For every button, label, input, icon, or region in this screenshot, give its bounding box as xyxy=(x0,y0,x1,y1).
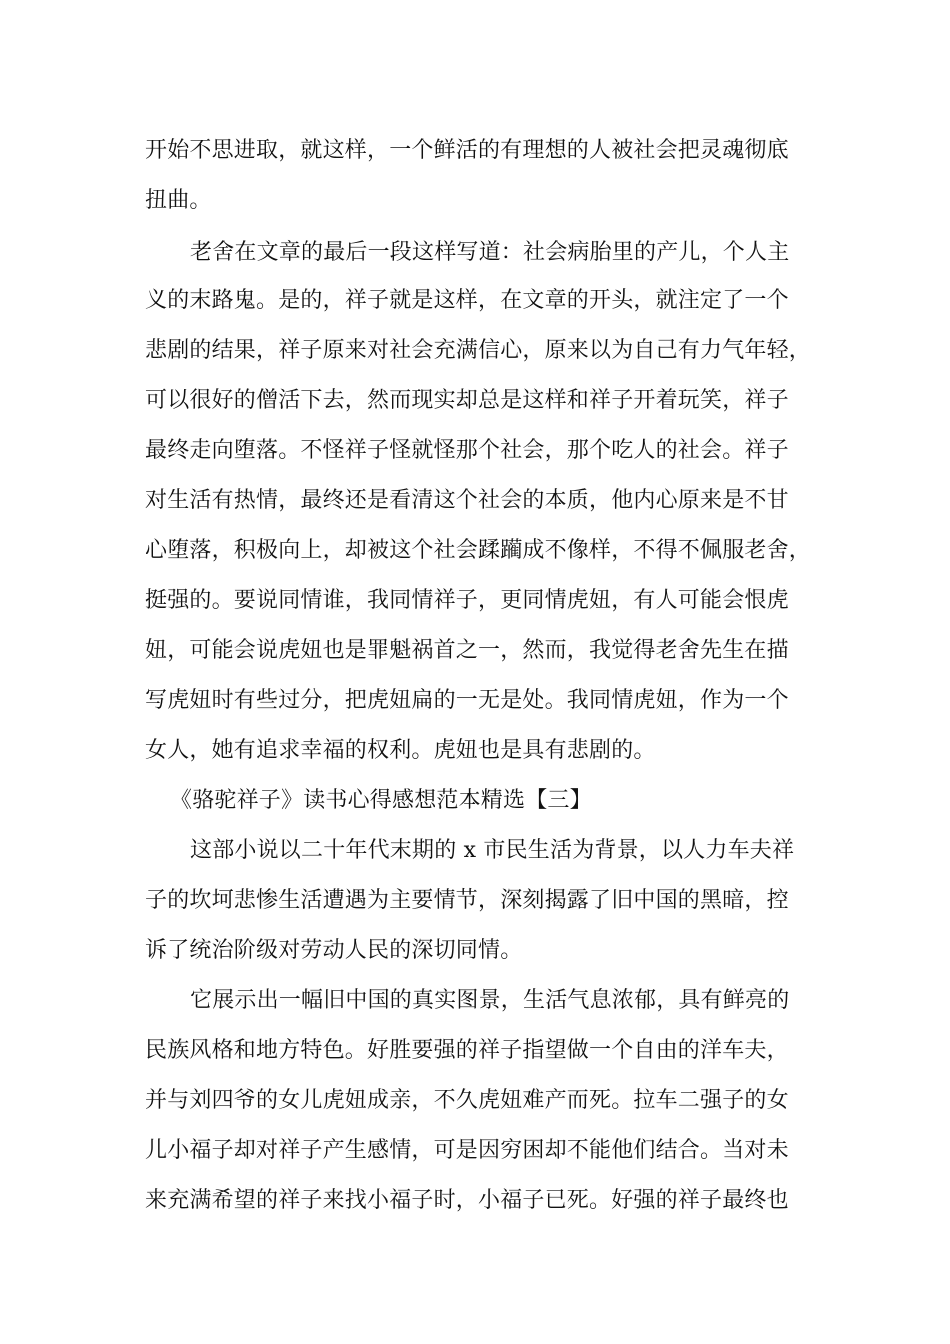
text-line: 诉了统治阶级对劳动人民的深切同情。 xyxy=(145,938,523,963)
text-line: 子的坎坷悲惨生活遭遇为主要情节，深刻揭露了旧中国的黑暗，控 xyxy=(145,888,789,913)
text-line: 最终走向堕落。不怪祥子怪就怪那个社会，那个吃人的社会。祥子 xyxy=(145,438,789,463)
section-heading: 《骆驼祥子》读书心得感想范本精选【三】 xyxy=(170,788,592,813)
text-line: 妞，可能会说虎妞也是罪魁祸首之一，然而，我觉得老舍先生在描 xyxy=(145,638,789,663)
text-line: 义的末路鬼。是的，祥子就是这样，在文章的开头，就注定了一个 xyxy=(145,288,789,313)
paragraph-start-line: 这部小说以二十年代末期的 x 市民生活为背景，以人力车夫祥 xyxy=(190,838,795,863)
text-line: 女人，她有追求幸福的权利。虎妞也是具有悲剧的。 xyxy=(145,738,656,763)
text-line: 写虎妞时有些过分，把虎妞扁的一无是处。我同情虎妞，作为一个 xyxy=(145,688,789,713)
text-line: 对生活有热情，最终还是看清这个社会的本质，他内心原来是不甘 xyxy=(145,488,789,513)
text-line: 悲剧的结果，祥子原来对社会充满信心，原来以为自己有力气年轻， xyxy=(145,338,812,363)
text-line: 民族风格和地方特色。好胜要强的祥子指望做一个自由的洋车夫， xyxy=(145,1038,789,1063)
paragraph-start-line: 老舍在文章的最后一段这样写道：社会病胎里的产儿，个人主 xyxy=(190,240,790,265)
text-line: 并与刘四爷的女儿虎妞成亲，不久虎妞难产而死。拉车二强子的女 xyxy=(145,1088,789,1113)
text-line: 儿小福子却对祥子产生感情，可是因穷困却不能他们结合。当对未 xyxy=(145,1138,789,1163)
text-line: 来充满希望的祥子来找小福子时，小福子已死。好强的祥子最终也 xyxy=(145,1188,789,1213)
paragraph-start-line: 它展示出一幅旧中国的真实图景，生活气息浓郁，具有鲜亮的 xyxy=(190,988,790,1013)
text-line: 扭曲。 xyxy=(145,188,212,213)
text-line: 挺强的。要说同情谁，我同情祥子，更同情虎妞，有人可能会恨虎 xyxy=(145,588,789,613)
text-line: 开始不思进取，就这样，一个鲜活的有理想的人被社会把灵魂彻底 xyxy=(145,138,789,163)
text-line: 可以很好的僧活下去，然而现实却总是这样和祥子开着玩笑，祥子 xyxy=(145,388,789,413)
text-line: 心堕落，积极向上，却被这个社会蹂躏成不像样，不得不佩服老舍， xyxy=(145,538,812,563)
